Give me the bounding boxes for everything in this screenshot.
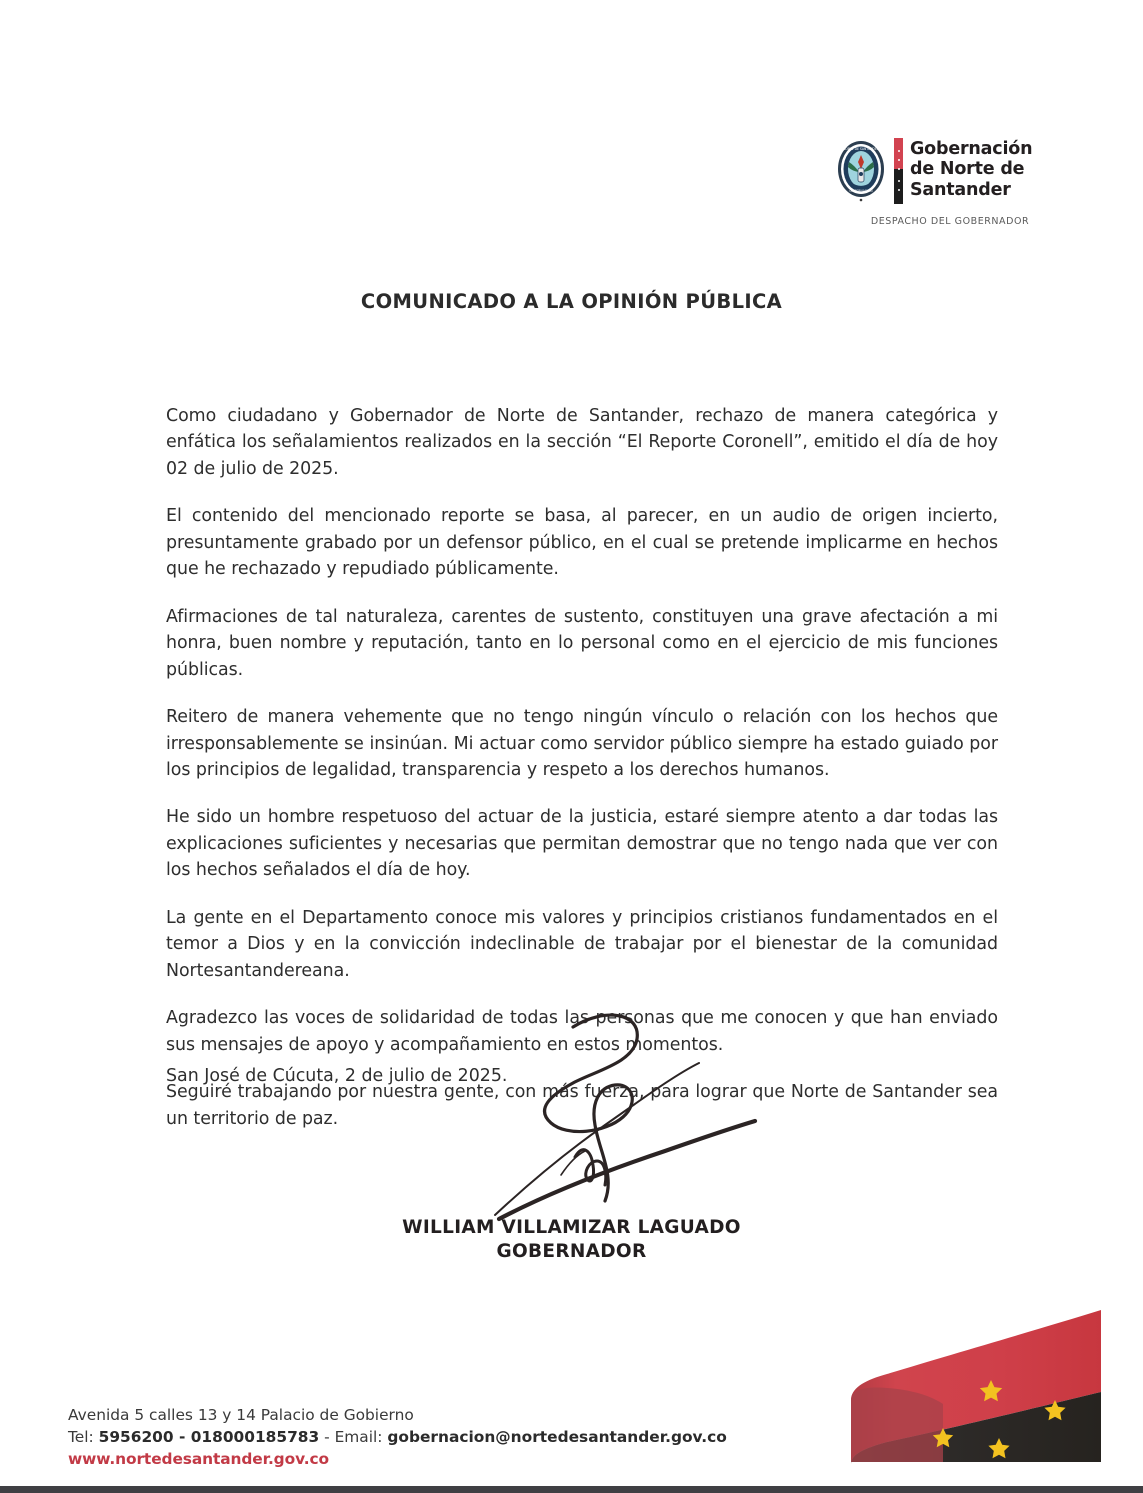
signatory-name: WILLIAM VILLAMIZAR LAGUADO — [402, 1217, 741, 1238]
page-bottom-edge — [0, 1486, 1143, 1493]
svg-text:GOBERNACION: GOBERNACION — [849, 189, 873, 193]
body-paragraph: El contenido del mencionado reporte se basa, al parecer, en un audio de origen incierto, presuntamente grabado por un defensor público, en el cual se pretende implicarme en hechos que he rechazado y repudiado públicamente. — [166, 506, 998, 580]
body-paragraph: Agradezco las voces de solidaridad de todas las personas que me conocen y que han enviado sus mensajes de apoyo y acompañamiento en estos momentos. — [166, 1008, 998, 1055]
signature-block — [0, 1216, 1143, 1265]
footer-email[interactable]: gobernacion@nortedesantander.gov.co — [387, 1427, 727, 1446]
place-and-date: San José de Cúcuta, 2 de julio de 2025. — [166, 1066, 508, 1086]
coat-of-arms-seal-icon — [835, 138, 887, 204]
footer-contact — [68, 1427, 828, 1449]
letterhead-row — [835, 138, 1065, 204]
footer — [68, 1405, 828, 1471]
footer-separator: - — [324, 1427, 330, 1446]
body-paragraph: Como ciudadano y Gobernador de Norte de Santander, rechazo de manera categórica y enfática los señalamientos realizados en la sección “El Reporte Coronell”, emitido el día de hoy 02 de julio de 2025. — [166, 406, 998, 479]
letterhead — [835, 138, 1065, 227]
org-line-3: Santander — [910, 179, 1011, 200]
signatory-role: GOBERNADOR — [496, 1241, 647, 1263]
body-paragraph: Afirmaciones de tal naturaleza, carentes de sustento, constituyen una grave afectación a mi honra, buen nombre y reputación, tanto en lo personal como en el ejercicio de mis funciones públicas. — [166, 606, 998, 680]
org-line-1: Gobernación — [910, 139, 1033, 159]
body-paragraph: Seguiré trabajando por nuestra gente, con más fuerza, para lograr que Norte de Santander sea un territorio de paz. — [166, 1082, 998, 1129]
footer-tel-label: Tel: — [68, 1427, 94, 1446]
footer-tel-numbers: 5956200 - 018000185783 — [98, 1427, 320, 1446]
office-label: DESPACHO DEL GOBERNADOR — [870, 216, 1030, 227]
footer-email-label: Email: — [334, 1427, 383, 1446]
document-body — [166, 403, 998, 1153]
body-paragraph: He sido un hombre respetuoso del actuar de la justicia, estaré siempre atento a dar todas las explicaciones suficientes y necesarias que permitan demostrar que no tengo nada que ver con los hechos señalados el día de hoy. — [166, 807, 998, 881]
organization-name — [910, 138, 1032, 200]
body-paragraph: La gente en el Departamento conoce mis valores y principios cristianos fundamentados en el temor a Dios y en la convicción indeclinable de trabajar por el bienestar de la comunidad Nortesantandereana. — [166, 907, 998, 981]
footer-address: Avenida 5 calles 13 y 14 Palacio de Gobierno — [68, 1406, 414, 1424]
page-title: COMUNICADO A LA OPINIÓN PÚBLICA — [360, 290, 783, 313]
footer-website[interactable]: www.nortedesantander.gov.co — [68, 1449, 329, 1468]
waving-flag-graphic-icon — [843, 1296, 1143, 1471]
svg-text:NORTE DE SANTANDER: NORTE DE SANTANDER — [843, 147, 879, 151]
body-paragraph: Reitero de manera vehemente que no tengo ningún vínculo o relación con los hechos que irresponsablemente se insinúan. Mi actuar como servidor público siempre ha estado guiado por los principios de legalidad, transparencia y respeto a los derechos humanos. — [166, 707, 998, 780]
department-flag-bar-icon — [894, 138, 903, 204]
org-line-2: de Norte de — [910, 159, 1025, 180]
